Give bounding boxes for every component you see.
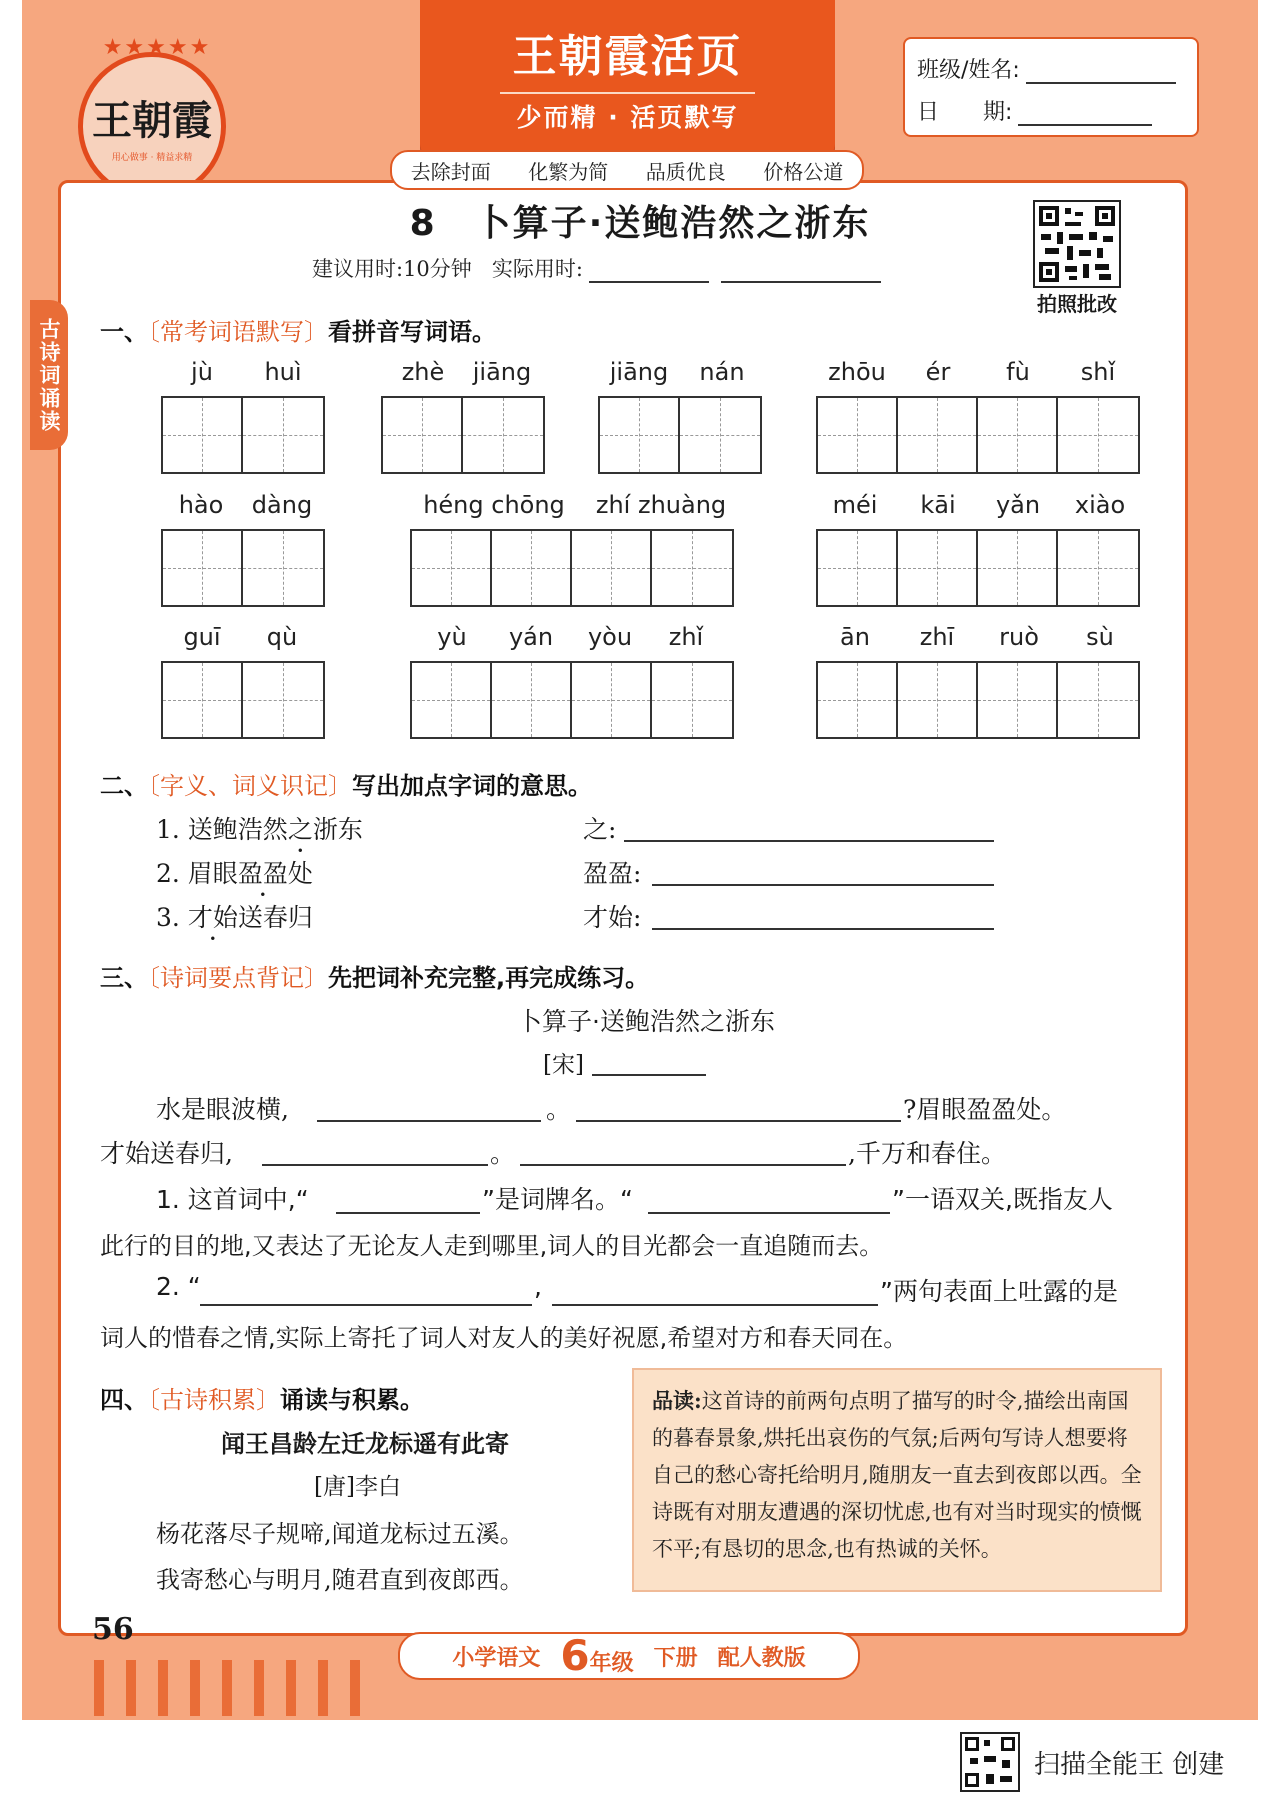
section-1-tag: 〔常考词语默写〕 (148, 318, 328, 346)
pinyin: héng chōng (423, 491, 565, 519)
poem-title: 卜算子·送鲍浩然之浙东 (517, 1007, 775, 1036)
section-4-heading (100, 1380, 424, 1415)
subject: 小学语文 (452, 1645, 541, 1671)
pinyin: qù (266, 623, 298, 651)
pinyin: jiāng (472, 358, 532, 386)
meaning-answer-line-3[interactable] (652, 928, 994, 930)
answer-grid[interactable] (161, 396, 325, 474)
date-label: 日 期: (917, 100, 1013, 125)
dotted-char: 之 (287, 815, 313, 844)
pinyin: yòu (587, 623, 633, 651)
poem-line-1b: 。 (546, 1095, 572, 1124)
pinyin: zhī (919, 623, 955, 651)
pinyin: ér (925, 358, 951, 386)
section-4-instruction: 诵读与积累。 (280, 1386, 424, 1414)
note-text: 这首诗的前两句点明了描写的时令,描绘出南国的暮春景象,烘托出哀伤的气氛;后两句写诗人想要将自己的愁心寄托给明月,随朋友一直去到夜郎以西。全诗既有对朋友遭遇的深切忧虑,也有对当时现实的愤慨不平;有恳切的思念,也有热诚的关怀。 (652, 1389, 1142, 1561)
dotted-char: 才始 (187, 903, 238, 932)
question-1a: 1. 这首词中,“ (156, 1185, 309, 1214)
pinyin: yù (437, 623, 467, 651)
pinyin: kāi (920, 491, 956, 519)
pinyin: zhè (401, 358, 445, 386)
slogan-4: 价格公道 (763, 159, 844, 184)
answer-grid[interactable] (410, 529, 734, 607)
section-3-number: 三、 (100, 964, 148, 992)
answer-grid[interactable] (598, 396, 762, 474)
question-2-blank[interactable] (552, 1304, 878, 1306)
meaning-label-1: 之: (583, 815, 617, 844)
pinyin: zhǐ (668, 623, 704, 651)
pinyin: xiào (1074, 491, 1126, 519)
volume: 下册 (653, 1645, 698, 1671)
pinyin: yán (508, 623, 554, 651)
pinyin: dàng (251, 491, 313, 519)
pinyin: fù (1006, 358, 1030, 386)
pinyin: ruò (999, 623, 1039, 651)
class-name-field[interactable] (1026, 60, 1176, 84)
grade-number: 6 (560, 1630, 590, 1680)
edition: 配人教版 (717, 1645, 806, 1671)
answer-grid[interactable] (161, 661, 325, 739)
question-2a: 2. “ (156, 1272, 201, 1301)
poem-line-1a: 水是眼波横, (156, 1095, 289, 1124)
grade-unit: 年级 (589, 1650, 634, 1676)
pinyin: huì (264, 358, 302, 386)
brand-logo (78, 35, 226, 200)
poem-line-2b: 。 (490, 1139, 516, 1168)
poem-line-2a: 才始送春归, (100, 1139, 233, 1168)
section-3-tag: 〔诗词要点背记〕 (148, 964, 328, 992)
poem2-line-1: 杨花落尽子规啼,闻道龙标过五溪。 (156, 1520, 524, 1548)
pinyin: sù (1086, 623, 1114, 651)
question-1c: ”一语双关,既指友人 (892, 1185, 1113, 1214)
brand-banner (420, 0, 835, 158)
dotted-char: 盈盈 (237, 859, 288, 888)
scanner-text: 扫描全能王 创建 (1034, 1749, 1225, 1780)
actual-time-field[interactable] (589, 259, 709, 283)
item-text: 处 (287, 859, 313, 888)
pinyin: yǎn (995, 491, 1041, 519)
brand-subtitle: 少而精 · 活页默写 (516, 103, 739, 132)
poem-dynasty: [宋] (543, 1052, 584, 1078)
brand-title: 王朝霞活页 (512, 31, 743, 82)
slogan-1: 去除封面 (410, 159, 491, 184)
date-row (917, 95, 1152, 126)
poem-blank[interactable] (262, 1164, 488, 1166)
answer-grid[interactable] (161, 529, 325, 607)
poem-blank[interactable] (576, 1120, 901, 1122)
qr-code-icon[interactable] (1033, 200, 1121, 288)
question-1b: ”是词牌名。“ (482, 1185, 633, 1214)
item-text: 送春归 (237, 903, 313, 932)
class-name-row (917, 53, 1176, 84)
pinyin: nán (699, 358, 745, 386)
section-4-number: 四、 (100, 1386, 148, 1414)
question-2d: 词人的惜春之情,实际上寄托了词人对友人的美好祝愿,希望对方和春天同在。 (100, 1324, 908, 1352)
logo-subtext: 用心做事 · 精益求精 (111, 153, 193, 163)
answer-grid[interactable] (381, 396, 545, 474)
question-1-blank[interactable] (648, 1212, 890, 1214)
answer-grid[interactable] (816, 529, 1140, 607)
scanner-watermark (960, 1732, 1224, 1792)
pinyin: zhí zhuàng (595, 491, 727, 519)
pinyin: jù (191, 358, 213, 386)
section-2-number: 二、 (100, 772, 148, 800)
logo-text: 王朝霞 (92, 97, 212, 144)
slogan-2: 化繁为简 (528, 159, 609, 184)
answer-grid[interactable] (816, 396, 1140, 474)
slogan-bar (390, 150, 864, 190)
question-2b: , (534, 1272, 542, 1301)
page-number: 56 (92, 1612, 134, 1647)
item-text: 3. (156, 903, 188, 932)
item-text: 2. 眉眼 (156, 859, 238, 888)
date-field[interactable] (1018, 102, 1152, 126)
poem-author-line[interactable] (592, 1074, 706, 1076)
suggest-time: 建议用时:10分钟 (312, 257, 472, 281)
brand-divider (500, 92, 755, 94)
meaning-answer-line-2[interactable] (652, 884, 994, 886)
item-text: 浙东 (312, 815, 363, 844)
meaning-item-2 (156, 854, 313, 890)
item-text: 1. 送鲍浩然 (156, 815, 288, 844)
poem2-title: 闻王昌龄左迁龙标遥有此寄 (221, 1430, 509, 1458)
side-tab: 古诗词诵读 (30, 300, 68, 450)
section-1-heading (100, 312, 496, 347)
answer-grid[interactable] (816, 661, 1140, 739)
pinyin: ān (840, 623, 870, 651)
scanner-qr-icon (960, 1732, 1020, 1792)
pinyin: hào (178, 491, 224, 519)
pinyin: shǐ (1080, 358, 1116, 386)
section-1-number: 一、 (100, 318, 148, 346)
book-info-pill (398, 1632, 860, 1680)
actual-time-label: 实际用时: (491, 257, 583, 281)
section-2-tag: 〔字义、词义识记〕 (148, 772, 352, 800)
question-1-blank[interactable] (336, 1212, 480, 1214)
time-row (312, 253, 887, 283)
logo-stars-icon: ★★★★★ (102, 35, 212, 60)
note-label: 品读: (652, 1388, 702, 1413)
actual-time-field-2[interactable] (721, 259, 881, 283)
question-2c: ”两句表面上吐露的是 (880, 1277, 1118, 1306)
pinyin: zhōu (828, 358, 886, 386)
meaning-label-2: 盈盈: (583, 859, 642, 888)
student-info-box (903, 37, 1199, 137)
qr-caption: 拍照批改 (1037, 292, 1117, 316)
section-2-instruction: 写出加点字词的意思。 (352, 772, 592, 800)
poem-line-2c: ,千万和春住。 (848, 1139, 1006, 1168)
pinyin: guī (183, 623, 221, 651)
poem-blank[interactable] (520, 1164, 846, 1166)
section-3-heading (100, 958, 649, 993)
meaning-item-1 (156, 810, 363, 846)
poem2-line-2: 我寄愁心与明月,随君直到夜郎西。 (156, 1566, 524, 1594)
section-3-instruction: 先把词补充完整,再完成练习。 (328, 964, 650, 992)
lesson-title: 8 卜算子·送鲍浩然之浙东 (409, 203, 871, 244)
poem-blank[interactable] (317, 1120, 541, 1122)
section-1-instruction: 看拼音写词语。 (328, 318, 496, 346)
class-name-label: 班级/姓名: (917, 58, 1020, 83)
meaning-label-3: 才始: (583, 903, 642, 932)
slogan-3: 品质优良 (645, 159, 726, 184)
section-2-heading (100, 766, 592, 801)
question-1d: 此行的目的地,又表达了无论友人走到哪里,词人的目光都会一直追随而去。 (100, 1232, 884, 1260)
poem-line-1c: ?眉眼盈盈处。 (903, 1095, 1067, 1124)
poem2-author: [唐]李白 (314, 1474, 401, 1500)
pinyin: méi (832, 491, 878, 519)
pinyin: jiāng (609, 358, 669, 386)
meaning-answer-line-1[interactable] (624, 840, 994, 842)
meaning-item-3 (156, 898, 313, 934)
section-4-tag: 〔古诗积累〕 (148, 1386, 280, 1414)
appreciation-note (632, 1368, 1162, 1592)
answer-grid[interactable] (410, 661, 734, 739)
question-2-blank[interactable] (200, 1304, 532, 1306)
